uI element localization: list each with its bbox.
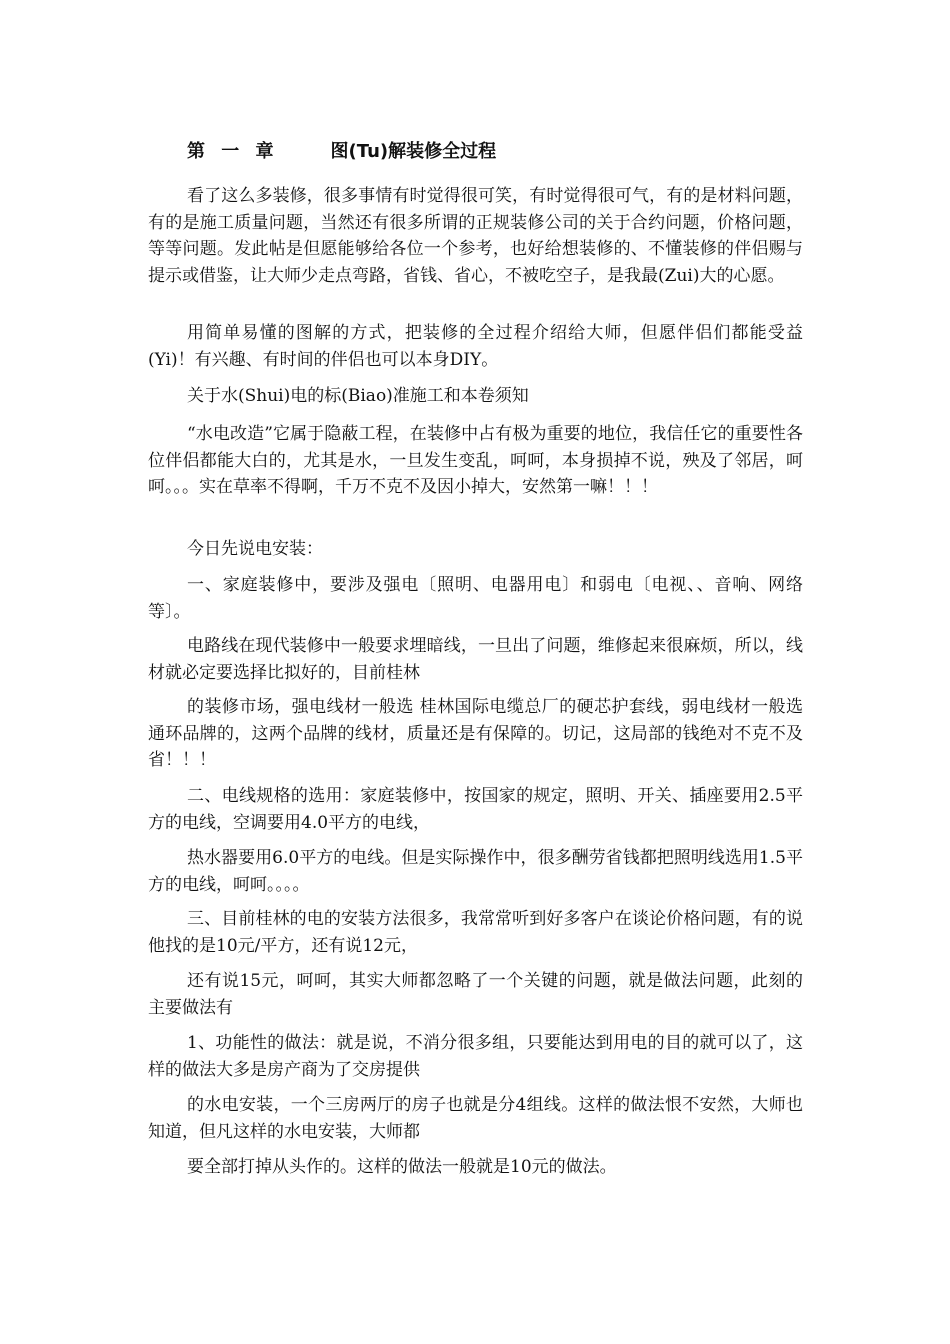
chapter-title: 图(Tu)解装修全过程	[330, 141, 497, 162]
paragraph: 的装修市场，强电线材一般选 桂林国际电缆总厂的硬芯护套线，弱电线材一般选 通环品牌的，这两个品牌的线材，质量还是有保障的。切记，这局部的钱绝对不克不及省！！！	[148, 697, 803, 770]
paragraph: 要全部打掉从头作的。这样的做法一般就是10元的做法。	[187, 1157, 617, 1177]
paragraph: “水电改造”它属于隐蔽工程，在装修中占有极为重要的地位，我信任它的重要性各位伴侣都能大白的，尤其是水，一旦发生变乱，呵呵，本身损掉不说，殃及了邻居，呵呵。。。实在草率不得啊，千万不克不及因小掉大，安然第一嘛！！！	[148, 424, 803, 497]
paragraph: 关于水(Shui)电的标(Biao)准施工和本卷须知	[187, 386, 529, 406]
paragraph: 电路线在现代装修中一般要求埋暗线，一旦出了问题，维修起来很麻烦，所以，线材就必定要选择比拟好的，目前桂林	[148, 636, 803, 683]
paragraph: 三、目前桂林的电的安装方法很多，我常常听到好多客户在谈论价格问题，有的说他找的是10元/平方，还有说12元，	[148, 909, 803, 956]
paragraph: 热水器要用6.0平方的电线。但是实际操作中，很多酬劳省钱都把照明线选用1.5平方的电线，呵呵。。。。	[148, 848, 803, 895]
chapter-heading	[187, 139, 496, 165]
paragraph: 今日先说电安装：	[187, 539, 323, 559]
paragraph: 一、家庭装修中，要涉及强电〔照明、电器用电〕和弱电〔电视、、音响、网络等〕。	[148, 575, 803, 622]
paragraph: 的水电安装，一个三房两厅的房子也就是分4组线。这样的做法恨不安然，大师也知道，但凡这样的水电安装，大师都	[148, 1095, 803, 1142]
paragraph: 看了这么多装修，很多事情有时觉得很可笑，有时觉得很可气，有的是材料问题，有的是施工质量问题，当然还有很多所谓的正规装修公司的关于合约问题，价格问题，等等问题。发此帖是但愿能够给各位一个参考，也好给想装修的、不懂装修的伴侣赐与提示或借鉴，让大师少走点弯路，省钱、省心，不被吃空子，是我最(Zui)大的心愿。	[148, 186, 803, 286]
paragraph: 还有说15元，呵呵，其实大师都忽略了一个关键的问题，就是做法问题，此刻的主要做法有	[148, 971, 803, 1018]
paragraph: 二、电线规格的选用：家庭装修中，按国家的规定，照明、开关、插座要用2.5平方的电线，空调要用4.0平方的电线，	[148, 786, 803, 833]
paragraph: 1、功能性的做法：就是说，不消分很多组，只要能达到用电的目的就可以了，这样的做法大多是房产商为了交房提供	[148, 1033, 803, 1080]
chapter-number: 第 一 章	[187, 141, 279, 162]
paragraph: 用简单易懂的图解的方式，把装修的全过程介绍给大师，但愿伴侣们都能受益(Yi)！有兴趣、有时间的伴侣也可以本身DIY。	[148, 323, 803, 370]
